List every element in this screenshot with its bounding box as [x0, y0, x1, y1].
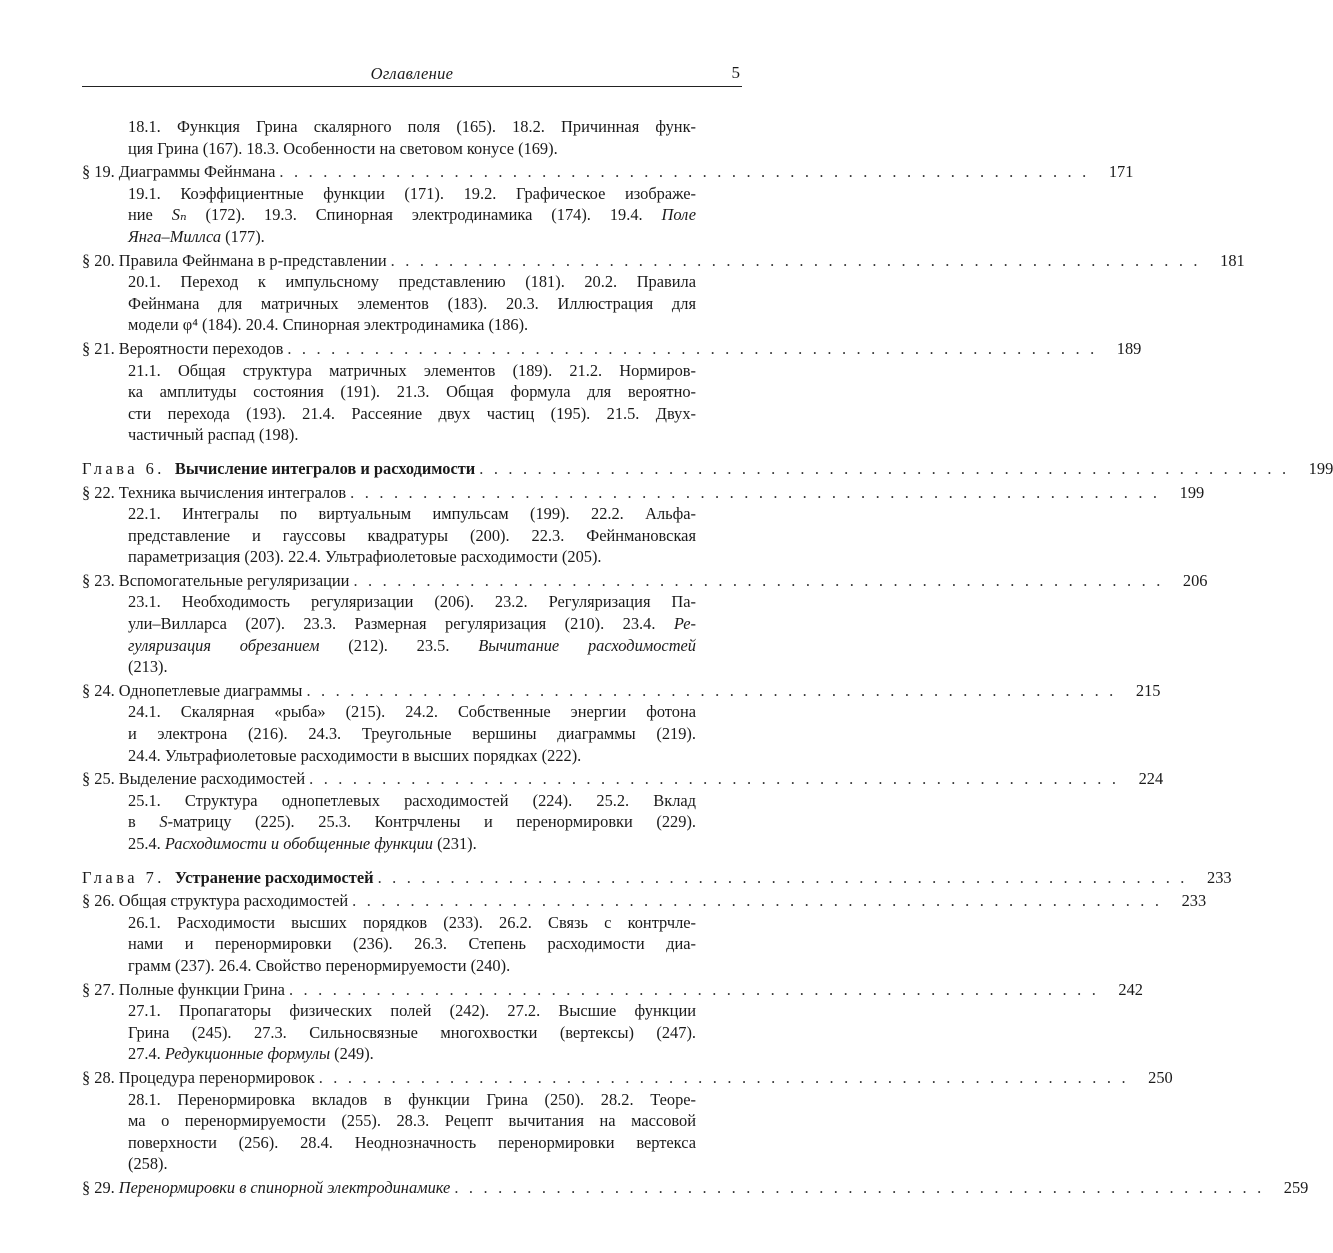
subsection-line: в S-матрицу (225). 25.3. Контрчлены и перенормировки (229). — [128, 812, 697, 832]
section-number: § 20. — [82, 250, 115, 270]
section-number: § 25. — [82, 769, 115, 789]
subsection-line: ули–Вилларса (207). 23.3. Размерная регуляризация (210). 23.4. Ре- — [128, 614, 696, 634]
dot-leader: . . . . . . . . . . . . . . . . . . . . . . . . . . . . . . . . . . . . . . . . . . . . . . . . . . . . . . . . — [479, 458, 1290, 478]
chapter-title[interactable]: Устранение расходимостей — [174, 867, 374, 887]
italic-term: Ре- — [673, 614, 696, 634]
section-title[interactable]: Общая структура расходимостей — [118, 891, 349, 911]
chapter-title[interactable]: Вычисление интегралов и расходимости — [174, 458, 476, 478]
toc-section — [82, 1067, 1173, 1175]
dot-leader: . . . . . . . . . . . . . . . . . . . . . . . . . . . . . . . . . . . . . . . . . . . . . . . . . . . . . . . . — [390, 250, 1201, 270]
section-heading — [82, 1067, 1173, 1089]
italic-term: Sₙ — [171, 205, 187, 225]
section-number: § 24. — [82, 680, 115, 700]
dot-leader: . . . . . . . . . . . . . . . . . . . . . . . . . . . . . . . . . . . . . . . . . . . . . . . . . . . . . . . . — [279, 162, 1090, 182]
subsection-list — [82, 1089, 696, 1175]
section-page: 250 — [1148, 1067, 1173, 1087]
section-heading — [82, 768, 1164, 790]
italic-term: S — [159, 812, 168, 832]
dot-leader: . . . . . . . . . . . . . . . . . . . . . . . . . . . . . . . . . . . . . . . . . . . . . . . . . . . . . . . . — [353, 570, 1164, 590]
dot-leader: . . . . . . . . . . . . . . . . . . . . . . . . . . . . . . . . . . . . . . . . . . . . . . . . . . . . . . . . — [288, 979, 1099, 999]
toc-section — [82, 680, 1161, 766]
section-title[interactable]: Техника вычисления интегралов — [118, 482, 347, 502]
subsection-line: частичный распад (198). — [128, 425, 299, 445]
section-title[interactable]: Процедура перенормировок — [118, 1067, 315, 1087]
subsection-line: 27.1. Пропагаторы физических полей (242). 27.2. Высшие функции — [128, 1001, 696, 1021]
section-title[interactable]: Выделение расходимостей — [118, 769, 306, 789]
subsection-line: поверхности (256). 28.4. Неоднозначность перенормировки вертекса — [128, 1132, 696, 1152]
subsection-line: 27.4. Редукционные формулы (249). — [128, 1044, 374, 1064]
section-title[interactable]: Полные функции Грина — [118, 979, 285, 999]
section-heading — [82, 890, 1207, 912]
italic-term: гуляризация обрезанием — [128, 635, 320, 655]
section-number: § 21. — [82, 338, 115, 358]
italic-term: Вычитание расходимостей — [478, 635, 696, 655]
section-title[interactable]: Перенормировки в спинорной электродинамике — [118, 1177, 451, 1197]
subsection-list — [82, 790, 696, 855]
section-page: 215 — [1135, 680, 1161, 700]
section-page: 171 — [1108, 162, 1134, 182]
dot-leader: . . . . . . . . . . . . . . . . . . . . . . . . . . . . . . . . . . . . . . . . . . . . . . . . . . . . . . . . — [287, 338, 1098, 358]
running-header — [82, 62, 742, 87]
section-heading — [82, 482, 1205, 504]
subsection-line: 25.4. Расходимости и обобщенные функции (231). — [128, 834, 477, 853]
toc-section — [82, 161, 1134, 247]
section-number: § 26. — [82, 891, 115, 911]
subsection-line: 26.1. Расходимости высших порядков (233). 26.2. Связь с контрчле- — [128, 912, 696, 932]
subsection-line: Грина (245). 27.3. Сильносвязные многохвостки (вертексы) (247). — [128, 1022, 696, 1042]
section-title[interactable]: Диаграммы Фейнмана — [118, 162, 276, 182]
toc-section — [82, 570, 1208, 678]
subsection-line: и электрона (216). 24.3. Треугольные вершины диаграммы (219). — [128, 724, 696, 744]
subsection-line: 22.1. Интегралы по виртуальным импульсам (199). 22.2. Альфа- — [128, 504, 696, 524]
section-page: 242 — [1118, 979, 1143, 999]
section-heading — [82, 338, 1142, 360]
section-heading — [82, 680, 1161, 702]
section-title[interactable]: Вспомогательные регуляризации — [118, 570, 350, 590]
section-heading — [82, 1177, 1309, 1199]
section-page: 206 — [1182, 570, 1208, 590]
dot-leader: . . . . . . . . . . . . . . . . . . . . . . . . . . . . . . . . . . . . . . . . . . . . . . . . . . . . . . . . — [318, 1067, 1129, 1087]
toc-section — [82, 1177, 1309, 1199]
dot-leader: . . . . . . . . . . . . . . . . . . . . . . . . . . . . . . . . . . . . . . . . . . . . . . . . . . . . . . . . — [352, 891, 1163, 911]
subsection-line: нами и перенормировки (236). 26.3. Степень расходимости диа- — [128, 934, 696, 954]
italic-term: Поле — [661, 205, 696, 225]
subsection-list — [82, 591, 696, 677]
chapter-label: Глава 6. — [82, 458, 165, 478]
subsection-list — [82, 503, 696, 568]
dot-leader: . . . . . . . . . . . . . . . . . . . . . . . . . . . . . . . . . . . . . . . . . . . . . . . . . . . . . . . . — [377, 867, 1188, 887]
section-page: 199 — [1179, 482, 1205, 502]
toc-section — [82, 482, 1205, 568]
section-heading — [82, 570, 1208, 592]
subsection-line: грамм (237). 26.4. Свойство перенормируемости (240). — [128, 955, 511, 975]
section-title[interactable]: Однопетлевые диаграммы — [118, 680, 303, 700]
subsection-line: параметризация (203). 22.4. Ультрафиолетовые расходимости (205). — [128, 547, 602, 567]
subsection-line: сти перехода (193). 21.4. Рассеяние двух частиц (195). 21.5. Двух- — [128, 403, 696, 423]
section-number: § 27. — [82, 979, 115, 999]
subsection-line: Янга–Миллса (177). — [128, 226, 265, 246]
section-number: § 19. — [82, 162, 115, 182]
subsection-line: ка амплитуды состояния (191). 21.3. Общая формула для вероятно- — [128, 382, 696, 402]
subsection-line: (213). — [128, 657, 168, 677]
subsection-line: ция Грина (167). 18.3. Особенности на световом конусе (169). — [128, 138, 558, 158]
section-number: § 22. — [82, 482, 115, 502]
section-title[interactable]: Правила Фейнмана в p-представлении — [118, 250, 387, 270]
subsection-line: (258). — [128, 1154, 168, 1174]
subsection-line: 19.1. Коэффициентные функции (171). 19.2. Графическое изображе- — [128, 183, 696, 203]
toc-chapter — [82, 458, 1333, 480]
section-heading — [82, 979, 1143, 1001]
dot-leader: . . . . . . . . . . . . . . . . . . . . . . . . . . . . . . . . . . . . . . . . . . . . . . . . . . . . . . . . — [454, 1177, 1265, 1197]
header-title: Оглавление — [370, 64, 454, 83]
section-title[interactable]: Вероятности переходов — [118, 338, 284, 358]
dot-leader: . . . . . . . . . . . . . . . . . . . . . . . . . . . . . . . . . . . . . . . . . . . . . . . . . . . . . . . . — [309, 769, 1120, 789]
toc-section — [82, 250, 1245, 336]
subsection-line: 23.1. Необходимость регуляризации (206). 23.2. Регуляризация Па- — [128, 592, 696, 612]
subsection-line: 24.1. Скалярная «рыба» (215). 24.2. Собственные энергии фотона — [128, 702, 696, 722]
subsection-list — [82, 360, 696, 446]
toc-section — [82, 768, 1164, 854]
italic-term: Расходимости и обобщенные функции — [164, 834, 433, 853]
chapter-page: 199 — [1308, 458, 1333, 478]
table-of-contents — [82, 116, 1333, 1201]
italic-term: Янга–Миллса — [128, 226, 222, 246]
section-heading — [82, 161, 1134, 183]
section-number: § 23. — [82, 570, 115, 590]
subsection-list — [82, 271, 696, 336]
section-page: 233 — [1181, 891, 1207, 911]
subsection-line: представление и гауссовы квадратуры (200). 22.3. Фейнмановская — [128, 525, 696, 545]
subsection-list — [82, 183, 696, 248]
subsection-line: 21.1. Общая структура матричных элементов (189). 21.2. Нормиров- — [128, 360, 696, 380]
subsection-line: ма о перенормируемости (255). 28.3. Рецепт вычитания на массовой — [128, 1111, 696, 1131]
subsection-line: 24.4. Ультрафиолетовые расходимости в высших порядках (222). — [128, 745, 582, 765]
subsection-line: 20.1. Переход к импульсному представлению (181). 20.2. Правила — [128, 272, 696, 292]
toc-section — [82, 979, 1143, 1065]
dot-leader: . . . . . . . . . . . . . . . . . . . . . . . . . . . . . . . . . . . . . . . . . . . . . . . . . . . . . . . . — [306, 680, 1117, 700]
toc-continuation — [82, 116, 742, 159]
subsection-line: 25.1. Структура однопетлевых расходимостей (224). 25.2. Вклад — [128, 790, 696, 810]
subsection-line: ние Sₙ (172). 19.3. Спинорная электродинамика (174). 19.4. Поле — [128, 205, 696, 225]
dot-leader: . . . . . . . . . . . . . . . . . . . . . . . . . . . . . . . . . . . . . . . . . . . . . . . . . . . . . . . . — [350, 482, 1161, 502]
subsection-list — [82, 1000, 696, 1065]
section-number: § 29. — [82, 1177, 115, 1197]
toc-chapter — [82, 867, 1232, 889]
section-heading — [82, 250, 1245, 272]
page-number: 5 — [731, 63, 740, 82]
subsection-list — [82, 701, 696, 766]
subsection-list — [82, 116, 696, 159]
toc-section — [82, 890, 1207, 976]
italic-term: Редукционные формулы — [164, 1044, 331, 1064]
section-page: 224 — [1138, 769, 1164, 789]
chapter-page: 233 — [1207, 867, 1232, 887]
subsection-list — [82, 912, 696, 977]
subsection-line: Фейнмана для матричных элементов (183). 20.3. Иллюстрация для — [128, 293, 696, 313]
section-page: 259 — [1283, 1177, 1309, 1197]
section-page: 181 — [1220, 250, 1245, 270]
section-page: 189 — [1116, 338, 1142, 358]
chapter-label: Глава 7. — [82, 867, 165, 887]
subsection-line: 28.1. Перенормировка вкладов в функции Грина (250). 28.2. Теоре- — [128, 1089, 696, 1109]
subsection-line: гуляризация обрезанием (212). 23.5. Вычитание расходимостей — [128, 635, 696, 655]
subsection-line: модели φ⁴ (184). 20.4. Спинорная электродинамика (186). — [128, 315, 529, 335]
subsection-line: 18.1. Функция Грина скалярного поля (165). 18.2. Причинная функ- — [128, 117, 696, 136]
section-number: § 28. — [82, 1067, 115, 1087]
toc-section — [82, 338, 1142, 446]
